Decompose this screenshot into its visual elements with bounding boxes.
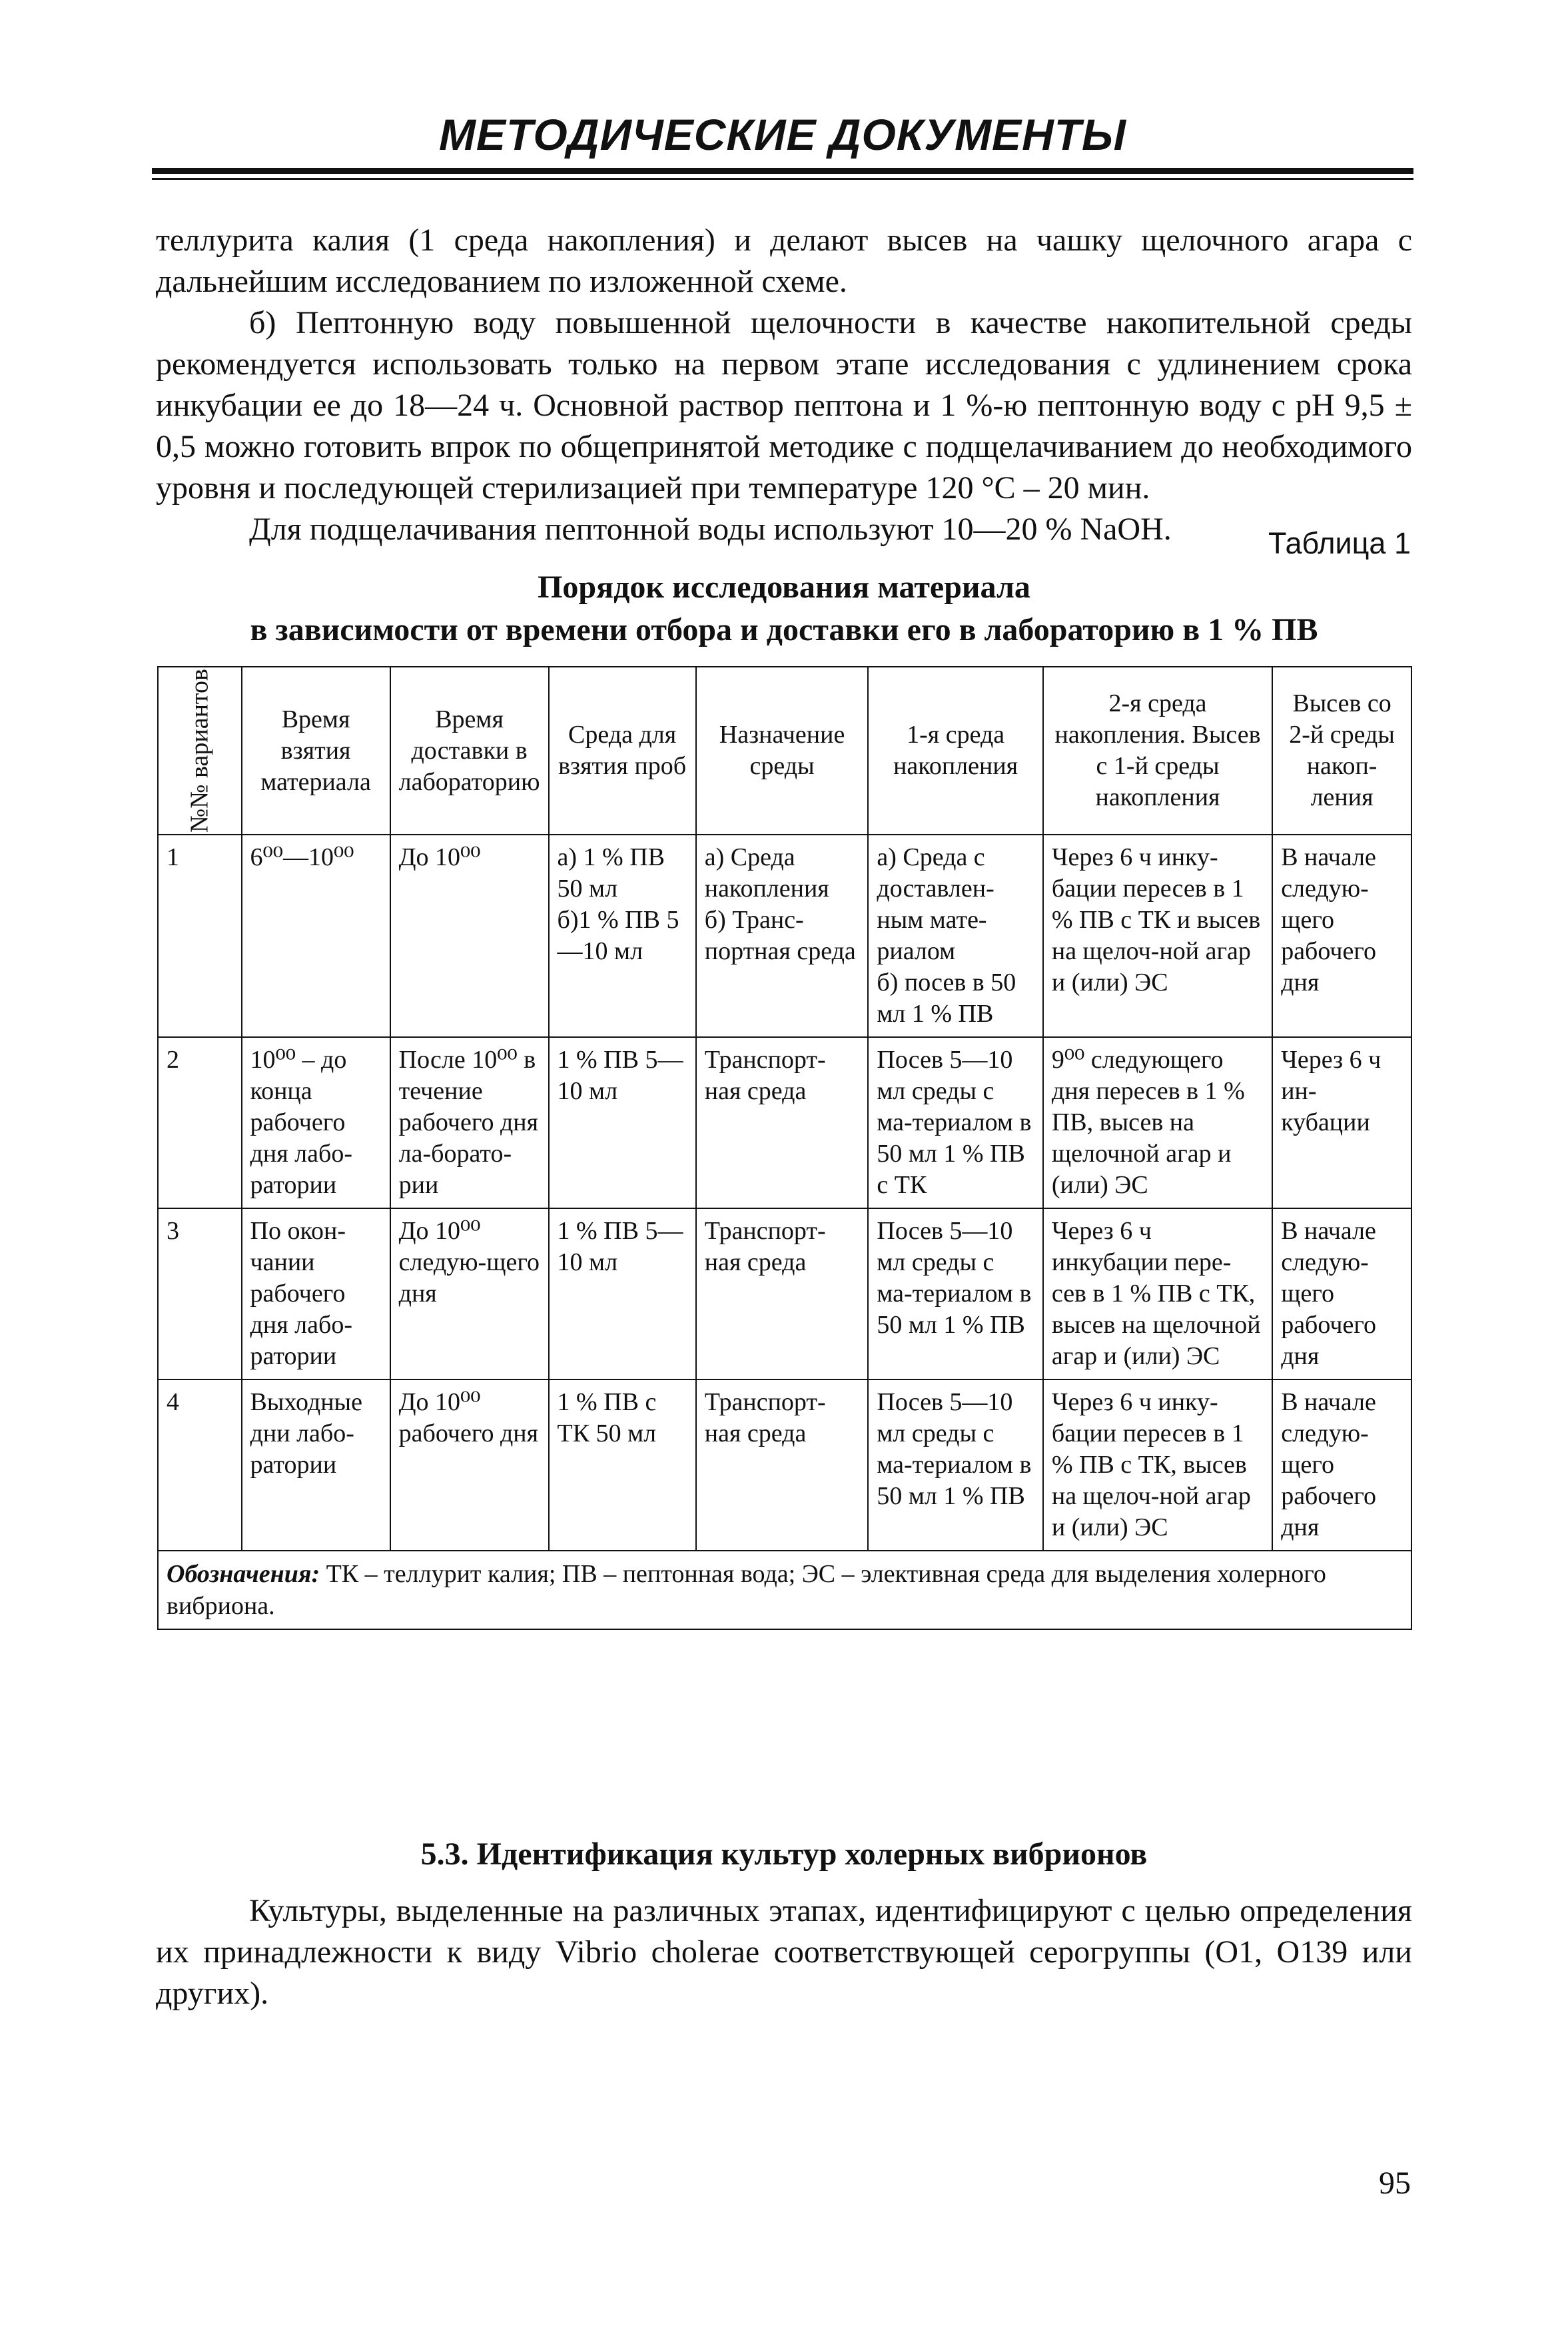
header-cell-variant-number: №№ вариантов xyxy=(158,667,242,835)
table-cell: До 10⁰⁰ следую-щего дня xyxy=(390,1208,549,1379)
table-cell: 6⁰⁰—10⁰⁰ xyxy=(242,835,390,1037)
header-cell: Высев со 2-й среды накоп-ления xyxy=(1272,667,1411,835)
body-text-bottom xyxy=(156,1890,1412,2014)
table-cell: Через 6 ч инку-бации пересев в 1 % ПВ с ТК и высев на щелоч-ной агар и (или) ЭС xyxy=(1043,835,1272,1037)
table-title-line: в зависимости от времени отбора и доставки его в лабораторию в 1 % ПВ xyxy=(250,612,1318,647)
table-cell: Выходные дни лабо-ратории xyxy=(242,1379,390,1551)
table-cell: Через 6 ч инку-бации пересев в 1 % ПВ с ТК, высев на щелоч-ной агар и (или) ЭС xyxy=(1043,1379,1272,1551)
table-cell: 2 xyxy=(158,1037,242,1208)
paragraph: теллурита калия (1 среда накопления) и делают высев на чашку щелочного агара с дальнейшим исследованием по изложенной схеме. xyxy=(156,222,1412,299)
table-title-line: Порядок исследования материала xyxy=(538,570,1030,605)
table-cell: Через 6 ч ин-кубации xyxy=(1272,1037,1411,1208)
header-cell: 1-я среда накопления xyxy=(868,667,1042,835)
table-row xyxy=(158,1208,1411,1379)
table-notes xyxy=(158,1551,1411,1629)
header-rule-thin xyxy=(152,178,1413,180)
table-row xyxy=(158,835,1411,1037)
table-cell: 3 xyxy=(158,1208,242,1379)
table-cell: 1 xyxy=(158,835,242,1037)
table-cell: а) Среда с доставлен-ным мате-риалом б) посев в 50 мл 1 % ПВ xyxy=(868,835,1042,1037)
page-number: 95 xyxy=(1379,2165,1411,2201)
table-cell: В начале следую-щего рабочего дня xyxy=(1272,1208,1411,1379)
table-cell: До 10⁰⁰ xyxy=(390,835,549,1037)
body-text-top xyxy=(156,220,1412,550)
header-cell: Назначение среды xyxy=(696,667,869,835)
table-cell: После 10⁰⁰ в течение рабочего дня ла-борато-рии xyxy=(390,1037,549,1208)
header-title: МЕТОДИЧЕСКИЕ ДОКУМЕНТЫ xyxy=(438,110,1127,159)
table-cell: 1 % ПВ 5—10 мл xyxy=(549,1037,696,1208)
table-cell: 9⁰⁰ следующего дня пересев в 1 % ПВ, высев на щелочной агар и (или) ЭС xyxy=(1043,1037,1272,1208)
table-title xyxy=(156,566,1412,651)
notes-text: ТК – теллурит калия; ПВ – пептонная вода; ЭС – элективная среда для выделения холерного вибриона. xyxy=(167,1560,1326,1620)
table-row xyxy=(158,1037,1411,1208)
table-cell: Транспорт-ная среда xyxy=(696,1379,869,1551)
table-cell: 4 xyxy=(158,1379,242,1551)
header-cell: 2-я среда накопления. Высев с 1-й среды накопления xyxy=(1043,667,1272,835)
procedure-table xyxy=(157,666,1412,1630)
paragraph: Культуры, выделенные на различных этапах, идентифицируют с целью определения их принадлежности к виду Vibrio cholerae соответствующей серогруппы (O1, O139 или других). xyxy=(156,1893,1412,2011)
section-heading: 5.3. Идентификация культур холерных вибрионов xyxy=(420,1836,1148,1872)
table-cell: а) 1 % ПВ 50 мл б)1 % ПВ 5—10 мл xyxy=(549,835,696,1037)
table-cell: а) Среда накопления б) Транс-портная среда xyxy=(696,835,869,1037)
notes-label: Обозначения: xyxy=(167,1560,320,1588)
table-cell: До 10⁰⁰ рабочего дня xyxy=(390,1379,549,1551)
table-cell: 1 % ПВ 5—10 мл xyxy=(549,1208,696,1379)
paragraph: Для подщелачивания пептонной воды используют 10—20 % NaOH. xyxy=(249,512,1172,547)
table-cell: По окон-чании рабочего дня лабо-ратории xyxy=(242,1208,390,1379)
table-cell: Посев 5—10 мл среды с ма-териалом в 50 мл 1 % ПВ с ТК xyxy=(868,1037,1042,1208)
table-cell: Транспорт-ная среда xyxy=(696,1037,869,1208)
table-cell: Через 6 ч инкубации пере-сев в 1 % ПВ с ТК, высев на щелочной агар и (или) ЭС xyxy=(1043,1208,1272,1379)
table-cell: 10⁰⁰ – до конца рабочего дня лабо-ратории xyxy=(242,1037,390,1208)
table-cell: Транспорт-ная среда xyxy=(696,1208,869,1379)
table-header-row xyxy=(158,667,1411,835)
header-cell: Среда для взятия проб xyxy=(549,667,696,835)
header-rule-thick xyxy=(152,168,1413,174)
table-cell: 1 % ПВ с ТК 50 мл xyxy=(549,1379,696,1551)
table-cell: Посев 5—10 мл среды с ма-териалом в 50 мл 1 % ПВ xyxy=(868,1379,1042,1551)
header-cell: Время доставки в лабораторию xyxy=(390,667,549,835)
table-cell: В начале следую-щего рабочего дня xyxy=(1272,835,1411,1037)
table-cell: Посев 5—10 мл среды с ма-териалом в 50 мл 1 % ПВ xyxy=(868,1208,1042,1379)
table-label: Таблица 1 xyxy=(1268,526,1411,560)
table-notes-row xyxy=(158,1551,1411,1629)
header-cell: Время взятия материала xyxy=(242,667,390,835)
page-header xyxy=(152,107,1413,180)
table-row xyxy=(158,1379,1411,1551)
table-cell: В начале следую-щего рабочего дня xyxy=(1272,1379,1411,1551)
paragraph: б) Пептонную воду повышенной щелочности в качестве накопительной среды рекомендуется использовать только на первом этапе исследования с удлинением срока инкубации ее до 18—24 ч. Основной раствор пептона и 1 %-ю пептонную воду с pH 9,5 ± 0,5 можно готовить впрок по общепринятой методике с подщелачиванием до необходимого уровня и последующей стерилизацией при температуре 120 °C – 20 мин. xyxy=(156,305,1412,506)
